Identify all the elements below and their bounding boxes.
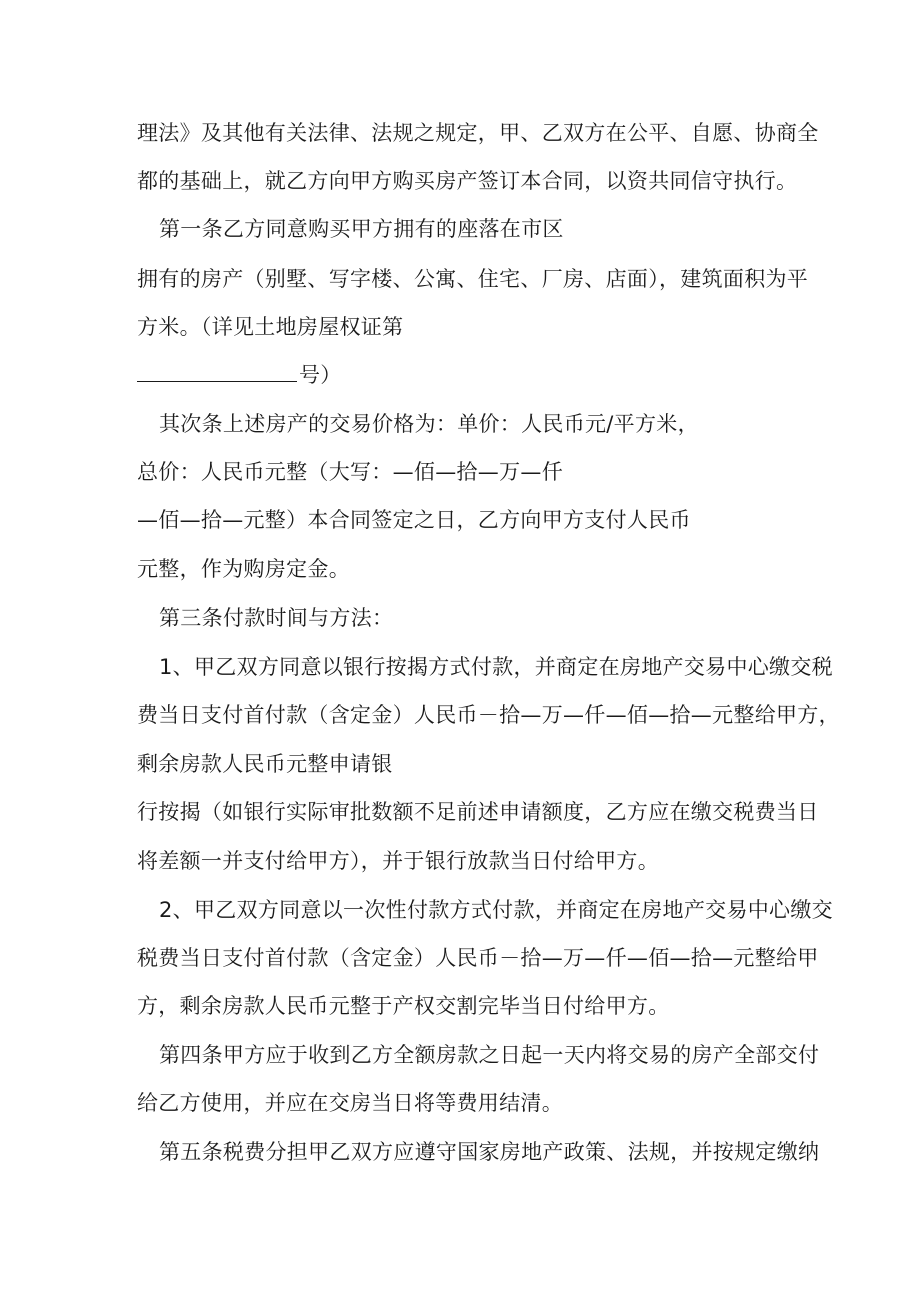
contract-text-line: 拥有的房产（别墅、写字楼、公寓、住宅、厂房、店面），建筑面积为平	[137, 267, 809, 291]
certificate-number-line	[137, 360, 342, 390]
contract-text-line: 剩余房款人民币元整申请银	[137, 752, 393, 776]
contract-text-line: 税费当日支付首付款（含定金）人民币－拾—万—仟—佰—拾—元整给甲	[137, 946, 819, 970]
contract-text-line: 理法》及其他有关法律、法规之规定，甲、乙双方在公平、自愿、协商全	[137, 121, 819, 145]
contract-text-line: 费当日支付首付款（含定金）人民币－拾—万—仟—佰—拾—元整给甲方，	[137, 703, 840, 727]
contract-text-line: —佰—拾—元整）本合同签定之日，乙方向甲方支付人民币	[137, 508, 691, 532]
contract-text-line: 都的基础上，就乙方向甲方购买房产签订本合同，以资共同信守执行。	[137, 169, 798, 193]
contract-text-line: 元整，作为购房定金。	[137, 557, 350, 581]
article-4-heading-line: 第四条甲方应于收到乙方全额房款之日起一天内将交易的房产全部交付	[159, 1043, 820, 1067]
clause-1-line: 1、甲乙双方同意以银行按揭方式付款，并商定在房地产交易中心缴交税	[159, 655, 833, 679]
contract-text-line: 方米。（详见土地房屋权证第	[137, 315, 404, 339]
contract-text-line: 将差额一并支付给甲方），并于银行放款当日付给甲方。	[137, 849, 659, 873]
article-5-heading-line: 第五条税费分担甲乙双方应遵守国家房地产政策、法规，并按规定缴纳	[159, 1140, 820, 1164]
article-3-heading-line: 第三条付款时间与方法：	[159, 606, 394, 630]
contract-text-line: 方，剩余房款人民币元整于产权交割完毕当日付给甲方。	[137, 994, 670, 1018]
contract-text-line: 给乙方使用，并应在交房当日将等费用结清。	[137, 1091, 563, 1115]
article-2-heading-line: 其次条上述房产的交易价格为：单价：人民币元/平方米，	[159, 412, 699, 436]
fill-in-blank	[137, 361, 297, 382]
clause-2-line: 2、甲乙双方同意以一次性付款方式付款，并商定在房地产交易中心缴交	[159, 898, 833, 922]
article-1-heading-line: 第一条乙方同意购买甲方拥有的座落在市区	[159, 217, 564, 241]
certificate-number-suffix: 号）	[299, 363, 342, 387]
contract-text-line: 行按揭（如银行实际审批数额不足前述申请额度，乙方应在缴交税费当日	[137, 800, 819, 824]
contract-text-line: 总价：人民币元整（大写：—佰—拾—万—仟	[137, 460, 563, 484]
